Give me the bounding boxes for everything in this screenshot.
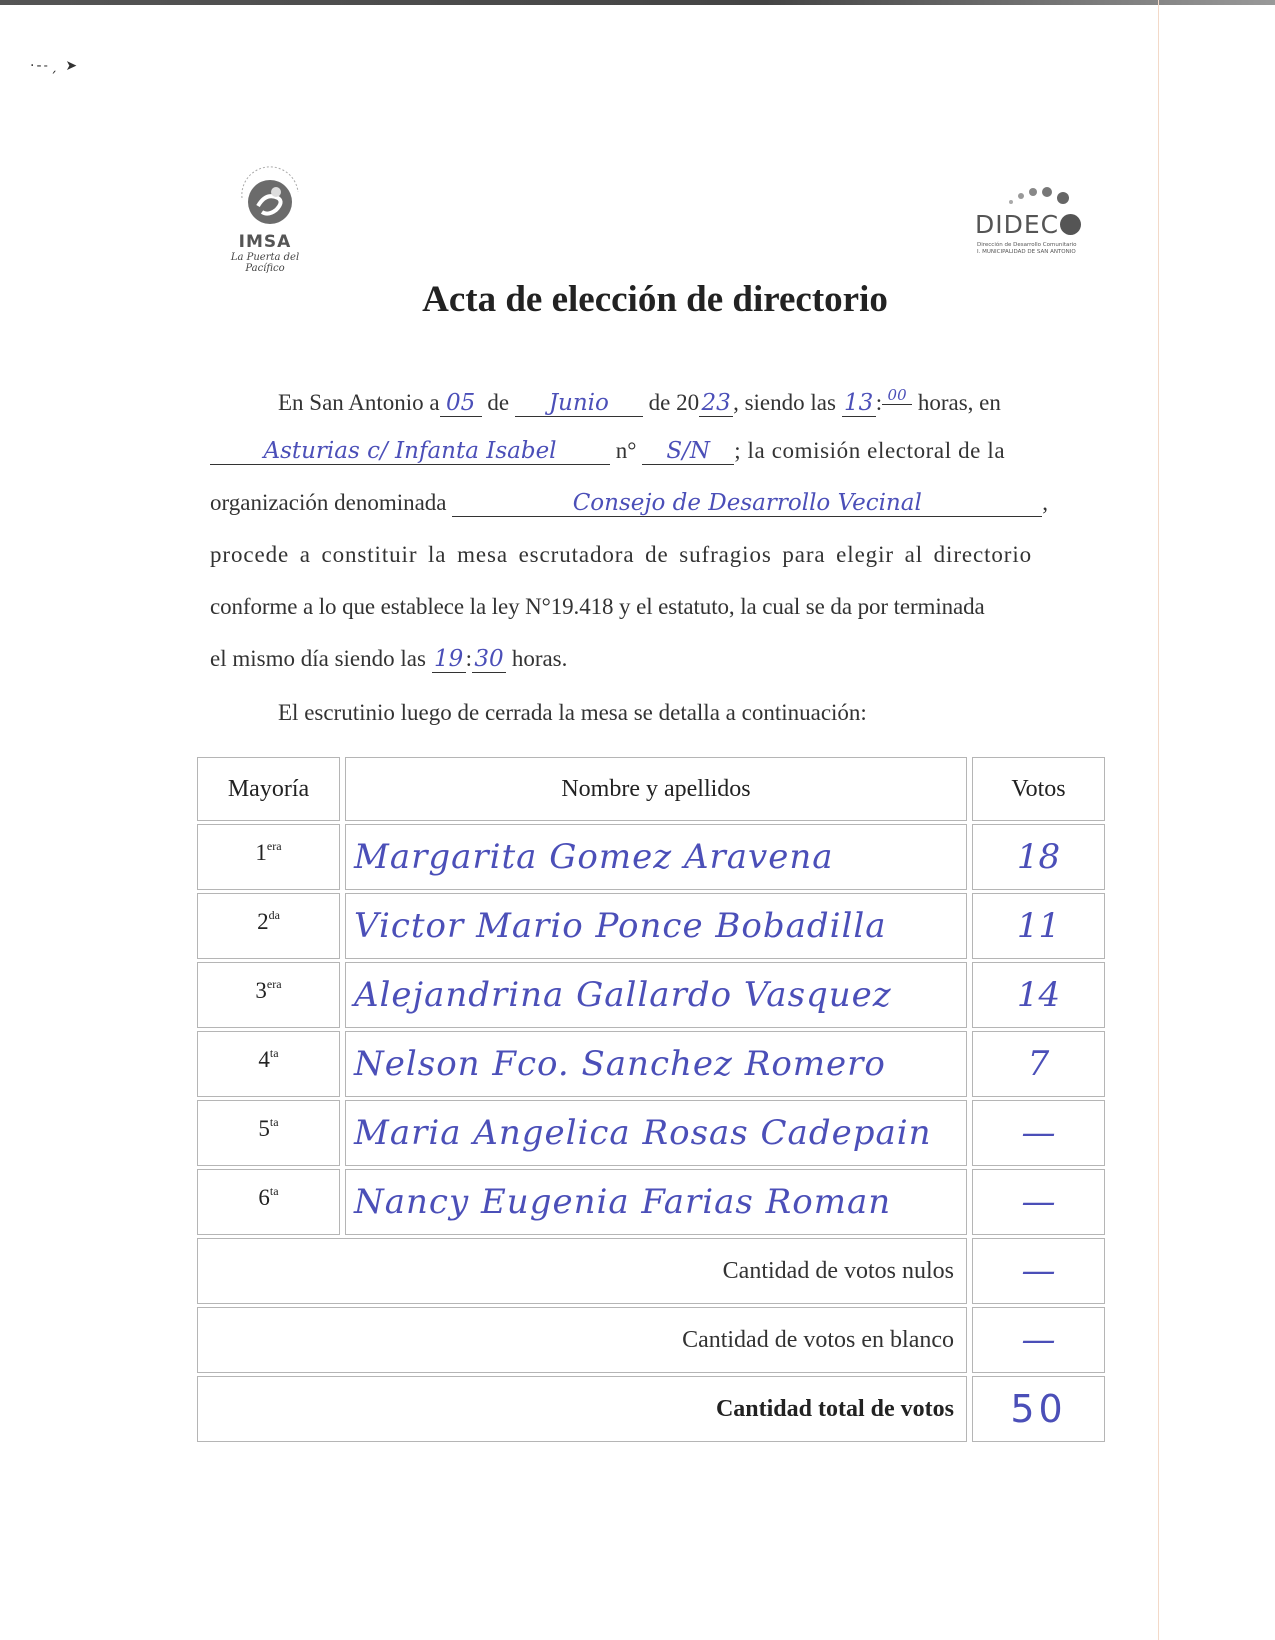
table-row [197, 893, 1105, 959]
detalle-line: El escrutinio luego de cerrada la mesa se detalla a continuación: [278, 700, 867, 725]
numero-field: S/N [642, 438, 734, 465]
votes-cell: 18 [972, 824, 1105, 890]
total-row [197, 1376, 1105, 1442]
rank-number: 1 [255, 840, 267, 865]
rank-suffix: era [266, 977, 282, 991]
name-cell: Victor Mario Ponce Bobadilla [345, 893, 967, 959]
horas-en-text: horas, en [917, 390, 1001, 415]
imsa-logo [210, 160, 330, 274]
rank-number: 5 [258, 1116, 270, 1141]
comma-text: , [1042, 490, 1049, 515]
name-cell: Maria Angelica Rosas Cadepain [345, 1100, 967, 1166]
end-hour-field: 19 [432, 646, 466, 673]
dideco-logo [975, 180, 1095, 260]
year-prefix-text: de 20 [648, 390, 700, 415]
rank-cell [197, 824, 340, 890]
votes-cell: — [972, 1100, 1105, 1166]
total-label: Cantidad total de votos [197, 1376, 967, 1442]
end-minute-field: 30 [472, 646, 506, 673]
blanco-value: — [972, 1307, 1105, 1373]
table-row [197, 1100, 1105, 1166]
acta-line-2 [210, 438, 1100, 465]
name-cell: Nelson Fco. Sanchez Romero [345, 1031, 967, 1097]
votes-cell: — [972, 1169, 1105, 1235]
name-cell: Alejandrina Gallardo Vasquez [345, 962, 967, 1028]
nulos-label: Cantidad de votos nulos [197, 1238, 967, 1304]
rank-suffix: era [266, 839, 282, 853]
name-cell: Nancy Eugenia Farias Roman [345, 1169, 967, 1235]
dideco-o-icon [1060, 214, 1081, 235]
rank-number: 6 [258, 1185, 270, 1210]
table-row [197, 1169, 1105, 1235]
organizacion-label: organización denominada [210, 490, 447, 515]
rank-number: 2 [257, 909, 269, 934]
rank-suffix: ta [269, 1115, 279, 1129]
address-field: Asturias c/ Infanta Isabel [210, 438, 610, 465]
rank-cell [197, 1169, 340, 1235]
table-row [197, 962, 1105, 1028]
month-field: Junio [515, 390, 643, 417]
name-cell: Margarita Gomez Aravena [345, 824, 967, 890]
rank-cell [197, 1031, 340, 1097]
acta-line-1: En San Antonio a 05 de Junio de 20 23 , siendo las 13 : 00 horas, en [278, 386, 1001, 416]
table-row [197, 1031, 1105, 1097]
dideco-dots-icon [1005, 184, 1075, 210]
votes-cell: 7 [972, 1031, 1105, 1097]
end-suffix-text: horas. [511, 646, 568, 671]
table-row [197, 824, 1105, 890]
end-prefix-text: el mismo día siendo las [210, 646, 426, 671]
rank-cell [197, 962, 340, 1028]
rank-suffix: ta [269, 1046, 279, 1060]
rank-suffix: da [268, 908, 280, 922]
imsa-tagline: La Puerta del Pacífico [230, 252, 300, 274]
header-nombre: Nombre y apellidos [345, 757, 967, 821]
nulos-row [197, 1238, 1105, 1304]
blanco-row [197, 1307, 1105, 1373]
dideco-sub-line2: I. MUNICIPALIDAD DE SAN ANTONIO [977, 249, 1076, 255]
blanco-label: Cantidad de votos en blanco [197, 1307, 967, 1373]
dideco-sub-line1: Dirección de Desarrollo Comunitario [977, 242, 1077, 248]
numero-label: n° [615, 438, 637, 463]
votes-cell: 14 [972, 962, 1105, 1028]
scan-paper-edge [1158, 0, 1159, 1640]
day-field: 05 [440, 390, 482, 417]
organizacion-field: Consejo de Desarrollo Vecinal [452, 490, 1042, 517]
rank-suffix: ta [269, 1184, 279, 1198]
total-value: 50 [972, 1376, 1105, 1442]
dideco-subtitle [977, 242, 1097, 256]
comision-text: ; la comisión electoral de la [734, 438, 1006, 463]
rank-number: 3 [255, 978, 267, 1003]
imsa-brand: IMSA [238, 232, 292, 252]
city-prefix-text: En San Antonio a [278, 390, 440, 415]
year-field: 23 [699, 390, 733, 417]
siendo-las-text: , siendo las [733, 390, 836, 415]
dideco-brand [975, 210, 1081, 239]
votes-cell: 11 [972, 893, 1105, 959]
document-title: Acta de elección de directorio [422, 279, 888, 320]
header-mayoria: Mayoría [197, 757, 340, 821]
rank-cell [197, 1100, 340, 1166]
scan-border-top [0, 0, 1275, 5]
scan-artifact-mark: ·-˗ˏ ➤ [30, 58, 80, 74]
results-table [192, 754, 1110, 1445]
acta-line-6: el mismo día siendo las 19 : 30 horas. [210, 646, 568, 672]
table-header-row [197, 757, 1105, 821]
de-text: de [487, 390, 510, 415]
acta-line-3 [210, 490, 1100, 517]
start-hour-field: 13 [842, 390, 876, 417]
acta-line-5: conforme a lo que establece la ley N°19.418 y el estatuto, la cual se da por terminada [210, 594, 985, 619]
acta-line-4: procede a constituir la mesa escrutadora de sufragios para elegir al directorio [210, 542, 1033, 567]
dideco-brand-text: DIDEC [975, 210, 1060, 239]
nulos-value: — [972, 1238, 1105, 1304]
rank-cell [197, 893, 340, 959]
start-minute-field: 00 [882, 386, 912, 405]
imsa-seal-icon [232, 162, 308, 238]
rank-number: 4 [258, 1047, 270, 1072]
header-votos: Votos [972, 757, 1105, 821]
